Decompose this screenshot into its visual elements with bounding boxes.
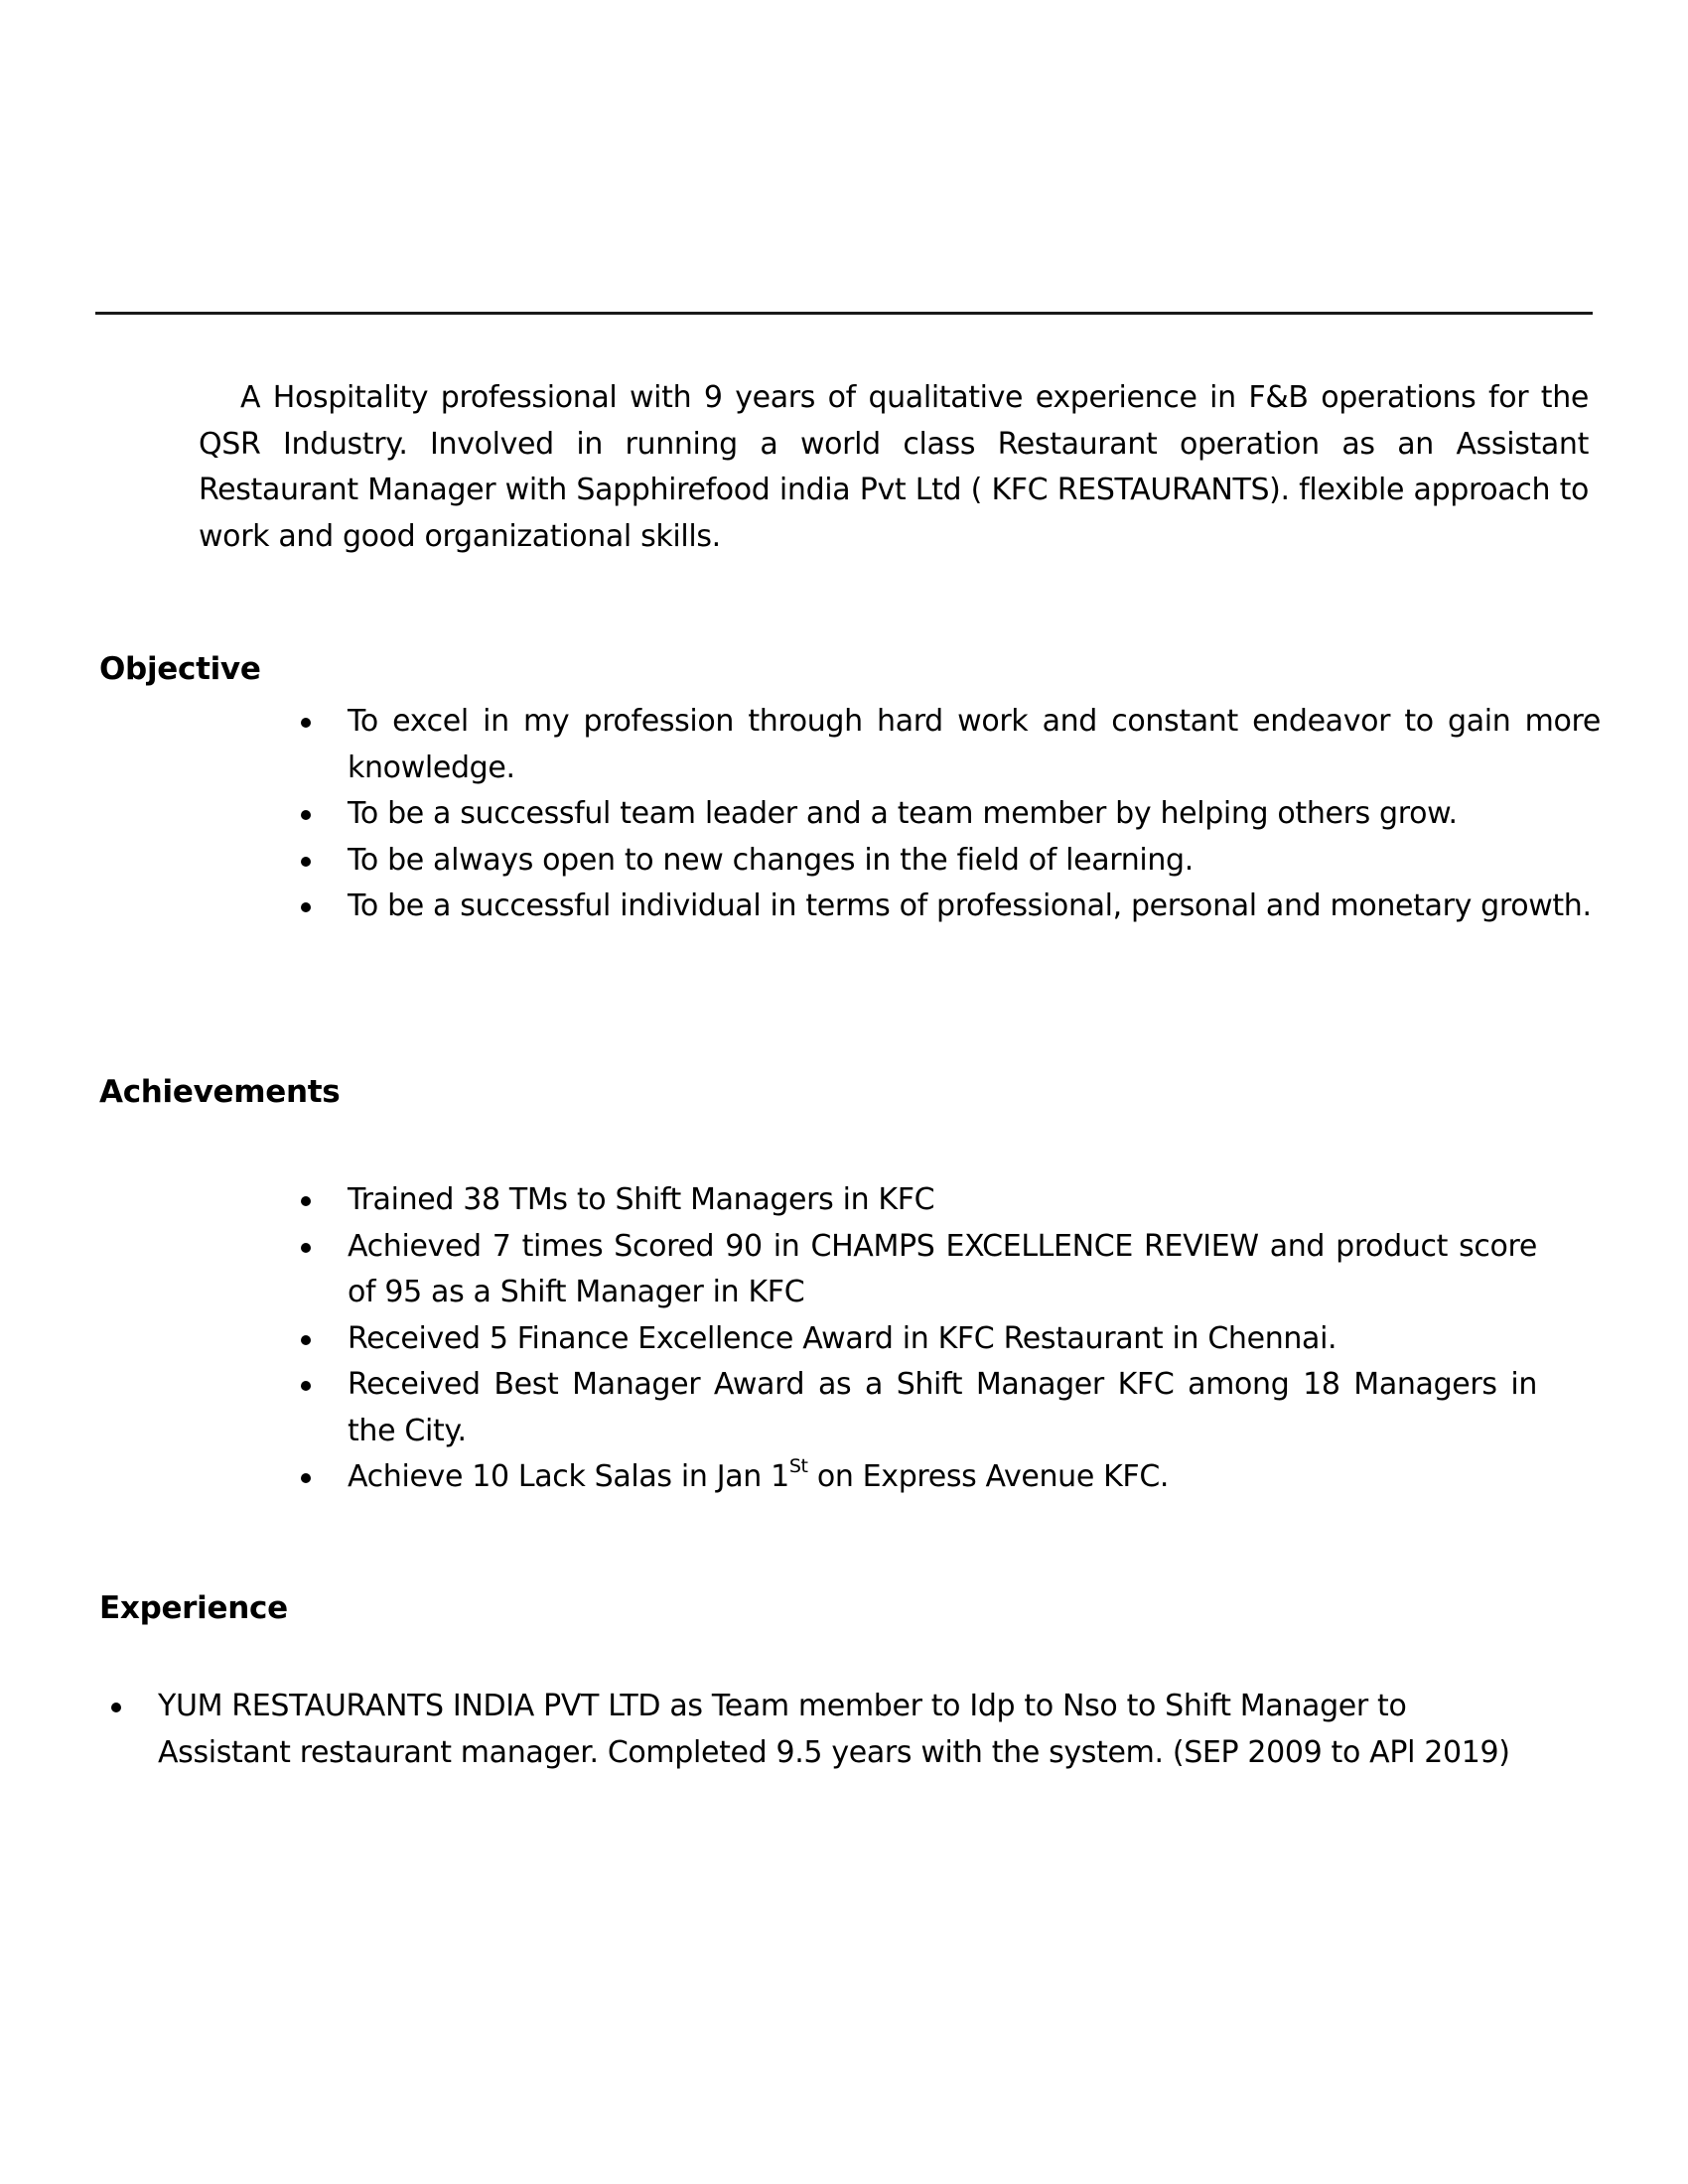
header-divider	[95, 312, 1593, 315]
ordinal-superscript: St	[788, 1455, 808, 1477]
bullet-icon	[301, 857, 311, 867]
experience-heading: Experience	[99, 1590, 288, 1626]
objective-list	[348, 699, 1601, 930]
bullet-icon	[301, 1473, 311, 1483]
achievement-item: Trained 38 TMs to Shift Managers in KFC	[348, 1177, 1537, 1224]
achievement-item: Achieve 10 Lack Salas in Jan 1St on Express Avenue KFC.	[348, 1454, 1537, 1501]
bullet-icon	[301, 1335, 311, 1345]
achievement-item: Received Best Manager Award as a Shift Manager KFC among 18 Managers in the City.	[348, 1362, 1537, 1454]
bullet-icon	[111, 1703, 121, 1712]
bullet-icon	[301, 1196, 311, 1206]
bullet-icon	[301, 718, 311, 728]
achievements-heading: Achievements	[99, 1074, 341, 1110]
bullet-icon	[301, 1381, 311, 1391]
objective-item: To excel in my profession through hard work and constant endeavor to gain more knowledge.	[348, 699, 1601, 791]
experience-list	[158, 1684, 1537, 1776]
objective-item: To be always open to new changes in the field of learning.	[348, 838, 1601, 885]
bullet-icon	[301, 902, 311, 912]
objective-item: To be a successful individual in terms of professional, personal and monetary growth.	[348, 884, 1601, 930]
experience-item: YUM RESTAURANTS INDIA PVT LTD as Team member to Idp to Nso to Shift Manager to Assistant restaurant manager. Completed 9.5 years with the system. (SEP 2009 to APl 2019)	[158, 1684, 1537, 1776]
objective-item: To be a successful team leader and a team member by helping others grow.	[348, 791, 1601, 838]
achievements-list	[348, 1177, 1537, 1501]
bullet-icon	[301, 1243, 311, 1253]
achievement-item: Received 5 Finance Excellence Award in KFC Restaurant in Chennai.	[348, 1316, 1537, 1363]
objective-heading: Objective	[99, 651, 261, 687]
profile-summary: A Hospitality professional with 9 years of qualitative experience in F&B operations for the QSR Industry. Involved in running a world class Restaurant operation as an Assistant Restaurant Manager with Sapphirefood india Pvt Ltd ( KFC RESTAURANTS). flexible approach to work and good organizational skills.	[199, 380, 1589, 554]
bullet-icon	[301, 810, 311, 820]
achievement-item: Achieved 7 times Scored 90 in CHAMPS EXCELLENCE REVIEW and product score of 95 as a Shift Manager in KFC	[348, 1224, 1537, 1316]
